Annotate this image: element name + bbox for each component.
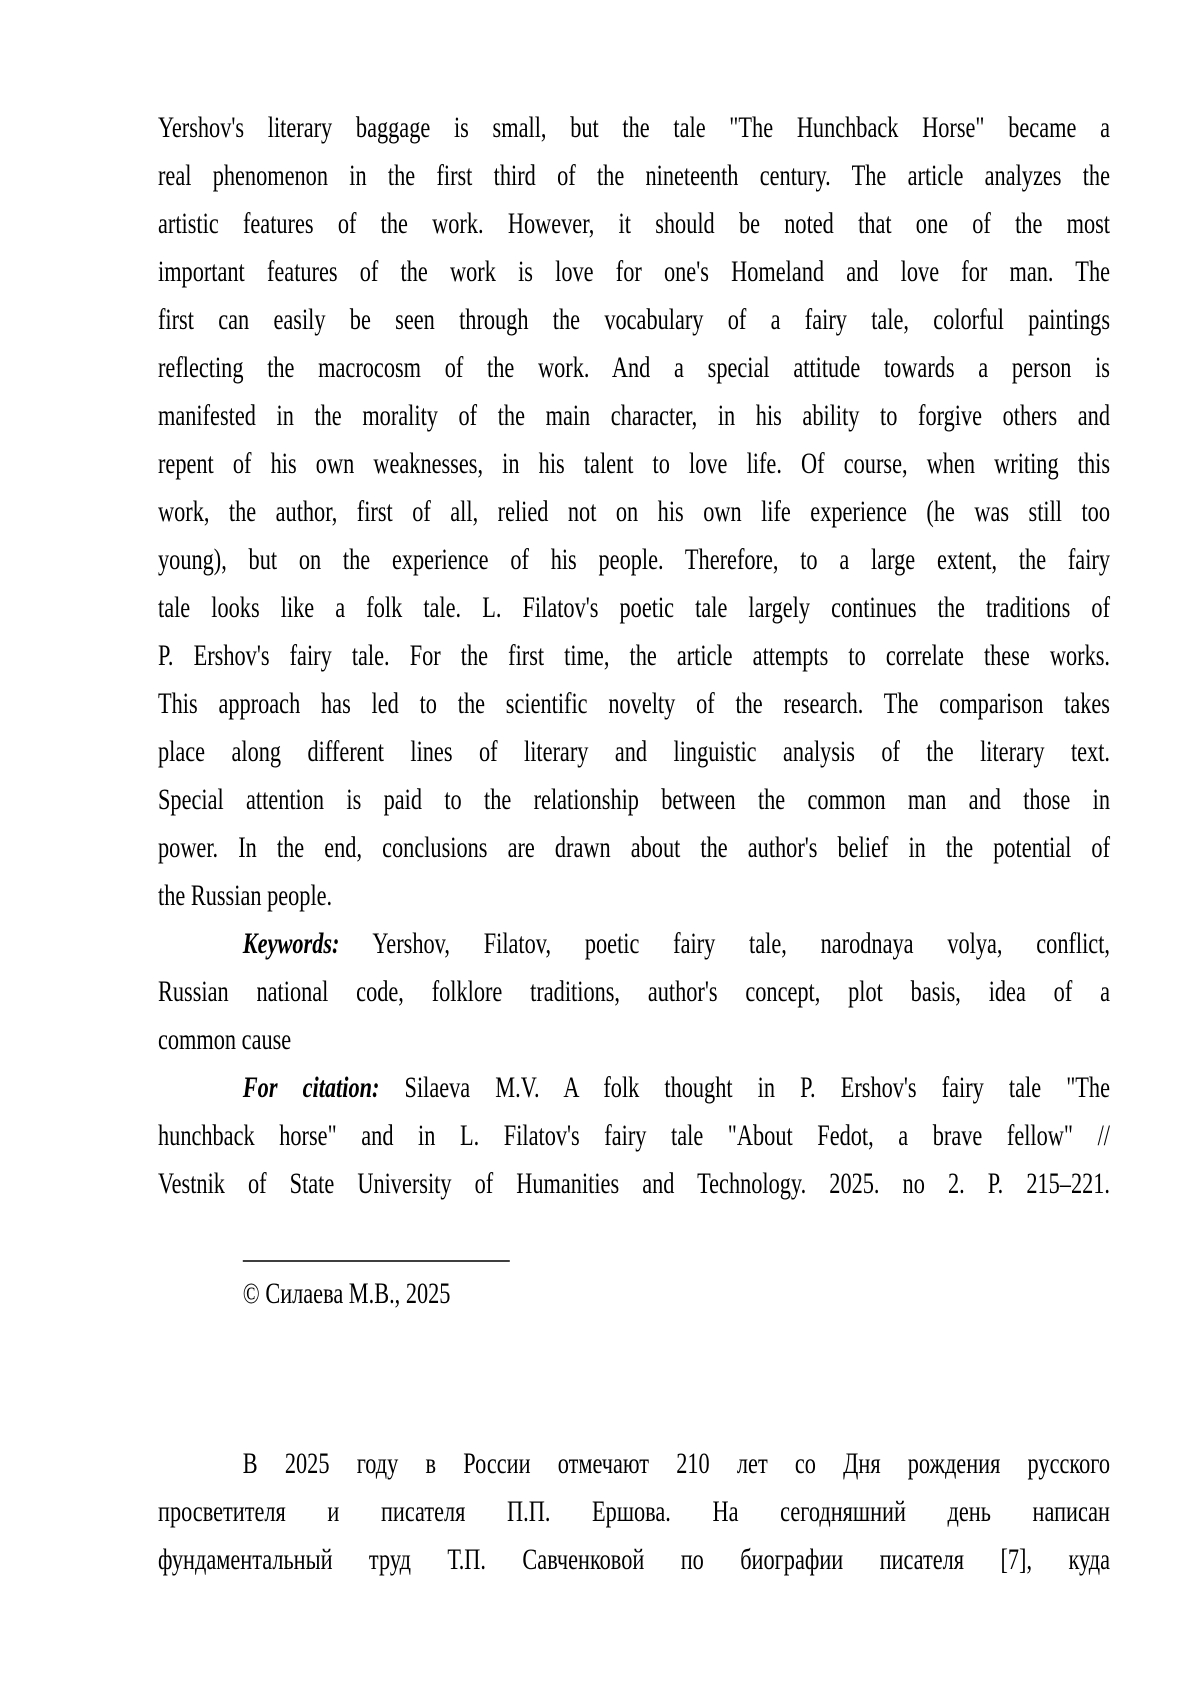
text-line: work, the author, first of all, relied not on his own life experience (he was still too	[158, 495, 1110, 528]
text-line: фундаментальный труд Т.П. Савченковой по биографии писателя [7], куда	[158, 1543, 1110, 1576]
text-line: the Russian people.	[158, 879, 333, 912]
footnote-separator-rule	[243, 1260, 510, 1262]
text-line: Yershov's literary baggage is small, but the tale "The Hunchback Horse" became a	[158, 111, 1110, 144]
russian-body-paragraph	[158, 1440, 1110, 1584]
text-line: repent of his own weaknesses, in his talent to love life. Of course, when writing this	[158, 447, 1110, 480]
text-line: power. In the end, conclusions are drawn about the author's belief in the potential of	[158, 831, 1110, 864]
text-line: place along different lines of literary and linguistic analysis of the literary text.	[158, 735, 1110, 768]
text-line: artistic features of the work. However, it should be noted that one of the most	[158, 207, 1110, 240]
text-line: P. Ershov's fairy tale. For the first time, the article attempts to correlate these works.	[158, 639, 1110, 672]
copyright-line: © Силаева М.В., 2025	[242, 1277, 451, 1310]
text-line: Vestnik of State University of Humanities and Technology. 2025. no 2. P. 215–221.	[158, 1167, 1110, 1200]
text-line: first can easily be seen through the vocabulary of a fairy tale, colorful paintings	[158, 303, 1110, 336]
text-line: manifested in the morality of the main character, in his ability to forgive others and	[158, 399, 1110, 432]
text-line: tale looks like a folk tale. L. Filatov's poetic tale largely continues the traditions of	[158, 591, 1110, 624]
text-line: hunchback horse" and in L. Filatov's fairy tale "About Fedot, a brave fellow" //	[158, 1119, 1110, 1152]
text-line: young), but on the experience of his people. Therefore, to a large extent, the fairy	[158, 543, 1110, 576]
abstract-paragraph	[158, 104, 1110, 920]
text-line: reflecting the macrocosm of the work. And a special attitude towards a person is	[158, 351, 1110, 384]
text-line: Special attention is paid to the relationship between the common man and those in	[158, 783, 1110, 816]
text-column	[158, 104, 1110, 1584]
text-line: real phenomenon in the first third of the nineteenth century. The article analyzes the	[158, 159, 1110, 192]
text-line: Russian national code, folklore traditions, author's concept, plot basis, idea of a	[158, 975, 1110, 1008]
text-line: important features of the work is love for one's Homeland and love for man. The	[158, 255, 1110, 288]
text-line: This approach has led to the scientific novelty of the research. The comparison takes	[158, 687, 1110, 720]
text-line: common cause	[158, 1023, 292, 1056]
paragraph-label: For citation:	[242, 1071, 380, 1104]
citation-paragraph	[158, 1064, 1110, 1208]
text-line: просветителя и писателя П.П. Ершова. На сегодняшний день написан	[158, 1495, 1110, 1528]
text-line: For citation: Silaeva M.V. A folk thought in P. Ershov's fairy tale "The	[242, 1071, 1110, 1104]
keywords-paragraph	[158, 920, 1110, 1064]
paragraph-label: Keywords:	[242, 927, 340, 960]
text-line: Keywords: Yershov, Filatov, poetic fairy tale, narodnaya volya, conflict,	[242, 927, 1110, 960]
text-line: В 2025 году в России отмечают 210 лет со Дня рождения русского	[242, 1447, 1111, 1480]
